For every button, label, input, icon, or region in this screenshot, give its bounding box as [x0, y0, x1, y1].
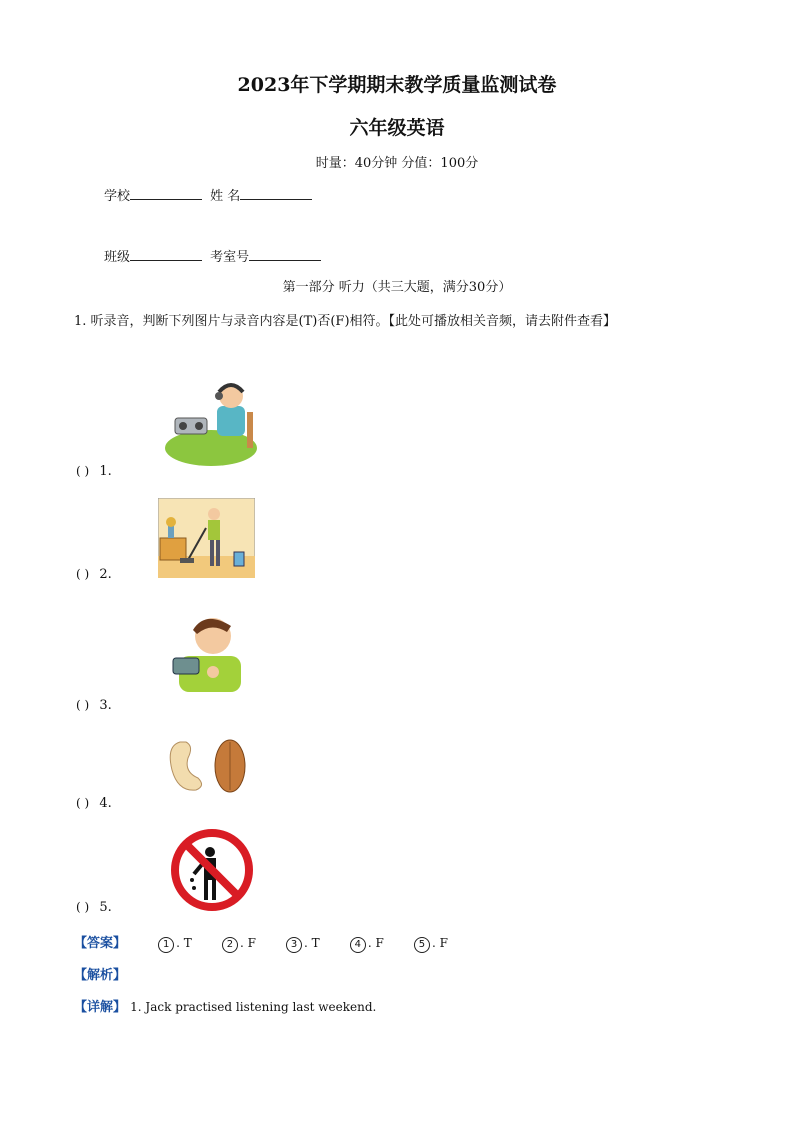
answer-entry: 5 . F — [414, 936, 448, 950]
man-sweeping-picture — [158, 498, 255, 578]
room-blank[interactable] — [249, 248, 321, 261]
exam-meta: 时量：40分钟 分值：100分 — [315, 156, 479, 171]
item-row-4 — [76, 796, 112, 811]
form-row-2 — [104, 246, 321, 265]
detail-row — [74, 996, 376, 1015]
answer-paren[interactable]: ( ) — [76, 796, 90, 810]
item-number: 2. — [99, 567, 112, 582]
answer-entry: 3 . T — [286, 936, 320, 950]
item-row-1 — [76, 464, 112, 479]
exam-subtitle: 六年级英语 — [349, 117, 445, 139]
analysis-row — [74, 964, 126, 983]
detail-label: 【详解】 — [74, 1000, 127, 1015]
question-1: 1. 听录音，判断下列图片与录音内容是(T)否(F)相符。【此处可播放相关音频，请去附件查看】 — [74, 314, 617, 329]
answer-paren[interactable]: ( ) — [76, 464, 90, 478]
exam-title: 2023年下学期期末教学质量监测试卷 — [237, 74, 557, 96]
school-label: 学校 — [104, 189, 131, 204]
item-row-5 — [76, 900, 112, 915]
item-number: 3. — [99, 698, 112, 713]
boy-listening-picture — [163, 378, 261, 468]
boy-holding-bottle-picture — [165, 610, 249, 692]
answer-paren[interactable]: ( ) — [76, 698, 90, 712]
name-blank[interactable] — [240, 187, 312, 200]
section-heading: 第一部分 听力（共三大题，满分30分） — [282, 280, 512, 295]
room-label: 考室号 — [210, 250, 250, 265]
school-blank[interactable] — [130, 187, 202, 200]
answer-entry: 2 . F — [222, 936, 256, 950]
nuts-picture — [166, 736, 250, 796]
analysis-label: 【解析】 — [74, 968, 127, 983]
name-label: 姓 名 — [210, 189, 241, 204]
item-row-2 — [76, 567, 112, 582]
answer-entry: 1 . T — [158, 936, 192, 950]
no-littering-sign-picture — [170, 828, 254, 912]
answer-paren[interactable]: ( ) — [76, 567, 90, 581]
class-label: 班级 — [104, 250, 131, 265]
answer-paren[interactable]: ( ) — [76, 900, 90, 914]
form-row-1 — [104, 185, 312, 204]
item-row-3 — [76, 698, 112, 713]
answer-row — [74, 932, 448, 953]
detail-text: 1. Jack practised listening last weekend. — [130, 1000, 377, 1014]
class-blank[interactable] — [130, 248, 202, 261]
item-number: 4. — [99, 796, 112, 811]
item-number: 1. — [99, 464, 112, 479]
answer-entry: 4 . F — [350, 936, 384, 950]
item-number: 5. — [99, 900, 112, 915]
answer-label: 【答案】 — [74, 936, 127, 951]
